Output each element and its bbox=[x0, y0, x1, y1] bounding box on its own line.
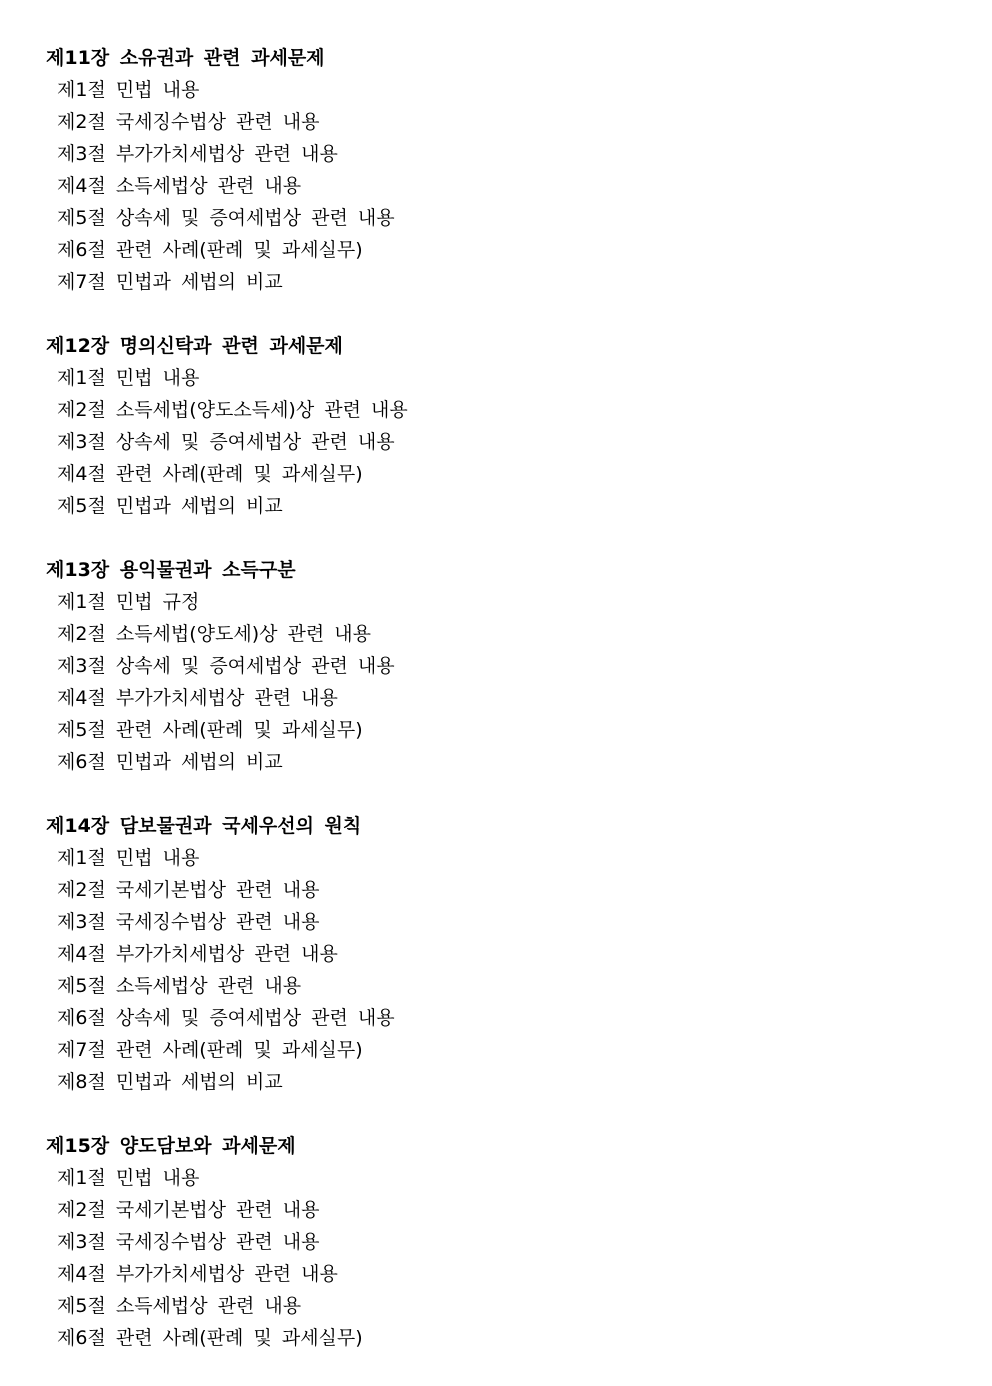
section-item: 제1절 민법 규정 bbox=[57, 591, 200, 613]
section-item: 제5절 소득세법상 관련 내용 bbox=[57, 975, 302, 997]
section-item: 제6절 관련 사례(판례 및 과세실무) bbox=[57, 1327, 363, 1349]
section-item: 제3절 상속세 및 증여세법상 관련 내용 bbox=[57, 655, 395, 677]
section-item: 제3절 상속세 및 증여세법상 관련 내용 bbox=[57, 431, 395, 453]
section-item: 제6절 관련 사례(판례 및 과세실무) bbox=[57, 239, 363, 261]
section-item: 제2절 소득세법(양도소득세)상 관련 내용 bbox=[57, 399, 408, 421]
section-item: 제7절 관련 사례(판례 및 과세실무) bbox=[57, 1039, 363, 1061]
section-item: 제6절 상속세 및 증여세법상 관련 내용 bbox=[57, 1007, 395, 1029]
table-of-contents bbox=[46, 42, 946, 1386]
section-item: 제2절 국세기본법상 관련 내용 bbox=[57, 879, 320, 901]
section-item: 제7절 민법과 세법의 비교 bbox=[57, 271, 283, 293]
section-item: 제2절 국세징수법상 관련 내용 bbox=[57, 111, 320, 133]
section-item: 제1절 민법 내용 bbox=[57, 1167, 200, 1189]
section-item: 제2절 소득세법(양도세)상 관련 내용 bbox=[57, 623, 371, 645]
section-item: 제4절 부가가치세법상 관련 내용 bbox=[57, 687, 338, 709]
chapter-15 bbox=[46, 1130, 946, 1354]
section-item: 제3절 부가가치세법상 관련 내용 bbox=[57, 143, 338, 165]
chapter-11 bbox=[46, 42, 946, 298]
section-item: 제1절 민법 내용 bbox=[57, 79, 200, 101]
section-item: 제6절 민법과 세법의 비교 bbox=[57, 751, 283, 773]
section-item: 제3절 국세징수법상 관련 내용 bbox=[57, 911, 320, 933]
section-item: 제3절 국세징수법상 관련 내용 bbox=[57, 1231, 320, 1253]
section-item: 제5절 상속세 및 증여세법상 관련 내용 bbox=[57, 207, 395, 229]
section-item: 제2절 국세기본법상 관련 내용 bbox=[57, 1199, 320, 1221]
section-item: 제5절 민법과 세법의 비교 bbox=[57, 495, 283, 517]
section-item: 제8절 민법과 세법의 비교 bbox=[57, 1071, 283, 1093]
section-item: 제4절 부가가치세법상 관련 내용 bbox=[57, 943, 338, 965]
section-item: 제1절 민법 내용 bbox=[57, 367, 200, 389]
chapter-13 bbox=[46, 554, 946, 778]
chapter-title: 제15장 양도담보와 과세문제 bbox=[46, 1135, 296, 1157]
section-item: 제5절 소득세법상 관련 내용 bbox=[57, 1295, 302, 1317]
chapter-12 bbox=[46, 330, 946, 522]
chapter-title: 제11장 소유권과 관련 과세문제 bbox=[46, 47, 325, 69]
section-item: 제4절 소득세법상 관련 내용 bbox=[57, 175, 302, 197]
section-item: 제5절 관련 사례(판례 및 과세실무) bbox=[57, 719, 363, 741]
section-item: 제4절 부가가치세법상 관련 내용 bbox=[57, 1263, 338, 1285]
chapter-14 bbox=[46, 810, 946, 1098]
section-item: 제4절 관련 사례(판례 및 과세실무) bbox=[57, 463, 363, 485]
chapter-title: 제13장 용익물권과 소득구분 bbox=[46, 559, 296, 581]
chapter-title: 제12장 명의신탁과 관련 과세문제 bbox=[46, 335, 343, 357]
chapter-title: 제14장 담보물권과 국세우선의 원칙 bbox=[46, 815, 362, 837]
section-item: 제1절 민법 내용 bbox=[57, 847, 200, 869]
